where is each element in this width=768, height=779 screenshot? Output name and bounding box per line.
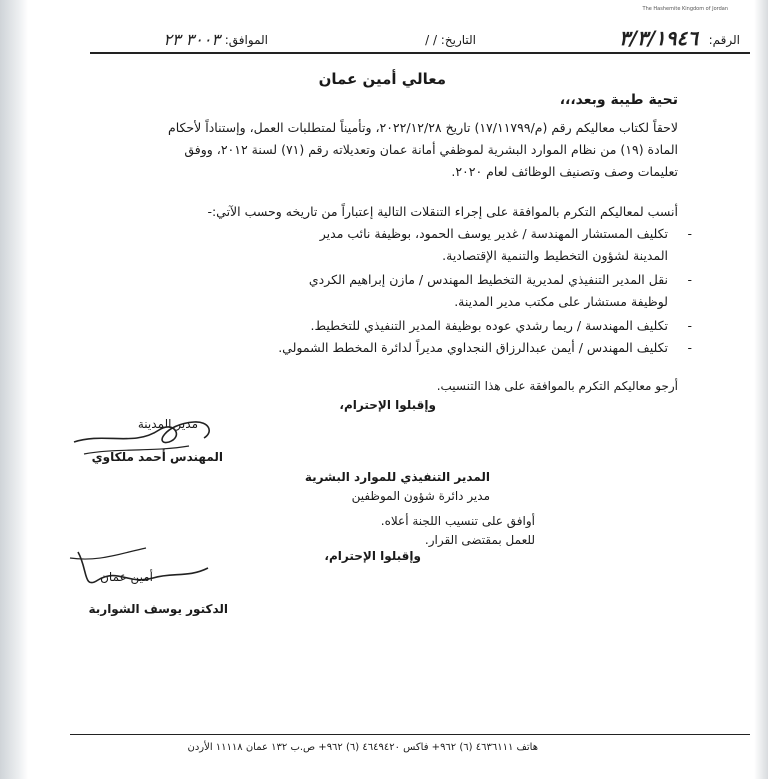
hr-signatory-subtitle: مدير دائرة شؤون الموظفين bbox=[351, 489, 490, 503]
recommend-intro: أنسب لمعاليكم التكرم بالموافقة على إجراء التنقلات التالية إعتباراً من تاريخه وحسب الآتي:- bbox=[207, 204, 678, 219]
ref-number-handwritten: ٣/٣/١٩٤٦ bbox=[618, 26, 698, 50]
greeting: تحية طيبة وبعد،،، bbox=[559, 92, 678, 108]
date-label: التاريخ: / / bbox=[425, 33, 476, 47]
intro-line-2: المادة (١٩) من نظام الموارد البشرية لموظفي أمانة عمان وتعديلاته رقم (٧١) لسنة ٢٠١٢، ووفق bbox=[184, 142, 678, 157]
item-3-line-1: تكليف المهندسة / ريما رشدي عوده بوظيفة المدير التنفيذي للتخطيط. bbox=[310, 318, 668, 333]
item-1-line-2: المدينة لشؤون التخطيط والتنمية الإقتصادية. bbox=[442, 248, 668, 263]
list-bullet: - bbox=[687, 226, 692, 241]
header-divider bbox=[90, 52, 750, 54]
emblem-caption: The Hashemite Kingdom of Jordan bbox=[642, 6, 728, 12]
request-line: أرجو معاليكم التكرم بالموافقة على هذا التنسيب. bbox=[436, 379, 678, 393]
approval-line-1: أوافق على تنسيب اللجنة أعلاه. bbox=[380, 514, 535, 528]
page-edge-shadow-right bbox=[754, 0, 768, 779]
mayor-title: أمين عمان bbox=[100, 570, 153, 584]
page-edge-shadow-left bbox=[0, 0, 28, 779]
ref-label: الرقم: bbox=[708, 33, 740, 47]
item-2-line-1: نقل المدير التنفيذي لمديرية التخطيط المهندس / مازن إبراهيم الكردي bbox=[308, 272, 668, 287]
item-2-line-2: لوظيفة مستشار على مكتب مدير المدينة. bbox=[454, 294, 668, 309]
intro-line-1: لاحقاً لكتاب معاليكم رقم (م/١٧/١١٧٩٩) تاريخ ٢٠٢٢/١٢/٢٨، وتأميناً لمتطلبات العمل، وإستناداً لأحكام bbox=[167, 120, 678, 135]
list-bullet: - bbox=[687, 318, 692, 333]
approval-date-label: الموافق: bbox=[224, 33, 268, 47]
regards-1: وإقبلوا الإحترام، bbox=[339, 398, 436, 412]
footer-divider bbox=[70, 734, 750, 735]
letter-title: معالي أمين عمان bbox=[318, 70, 446, 88]
approval-date-handwritten: ٣٠٠٣ ٢٣ bbox=[163, 30, 220, 49]
approval-line-2: للعمل بمقتضى القرار. bbox=[424, 533, 535, 547]
list-bullet: - bbox=[687, 340, 692, 355]
city-manager-name: المهندس أحمد ملكاوي bbox=[91, 450, 223, 464]
item-1-line-1: تكليف المستشار المهندسة / غدير يوسف الحمود، بوظيفة نائب مدير bbox=[319, 226, 668, 241]
city-manager-title: مدير المدينة bbox=[137, 417, 198, 431]
hr-signatory-title: المدير التنفيذي للموارد البشرية bbox=[304, 470, 490, 484]
mayor-name: الدكتور يوسف الشواربة bbox=[88, 602, 228, 616]
intro-line-3: تعليمات وصف وتصنيف الوظائف لعام ٢٠٢٠. bbox=[451, 164, 678, 179]
item-4-line-1: تكليف المهندس / أيمن عبدالرزاق النجداوي مديراً لدائرة المخطط الشمولي. bbox=[278, 340, 668, 355]
footer-contact: هاتف ٤٦٣٦١١١ (٦) ٩٦٢+ فاكس ٤٦٤٩٤٢٠ (٦) ٩٦٢+ ص.ب ١٣٢ عمان ١١١١٨ الأردن bbox=[187, 742, 538, 753]
list-bullet: - bbox=[687, 272, 692, 287]
regards-2: وإقبلوا الإحترام، bbox=[324, 549, 421, 563]
